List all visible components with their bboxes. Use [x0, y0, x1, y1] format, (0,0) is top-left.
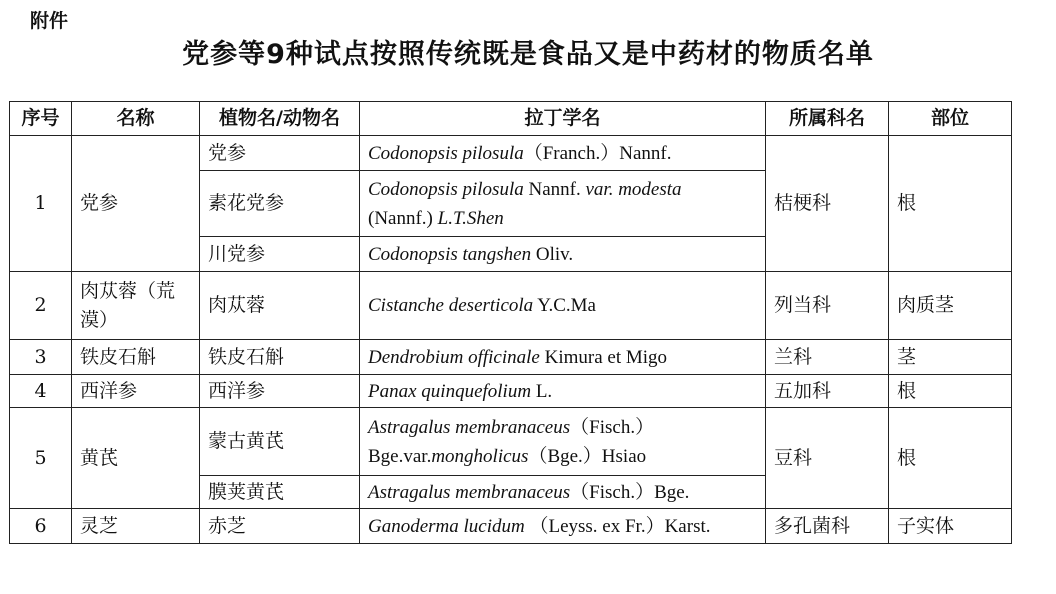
cell-no: 5: [10, 408, 72, 509]
latin-genus-species: Panax quinquefolium: [368, 380, 532, 402]
cell-latin: [360, 272, 766, 340]
latin-author-italic: L.T.Shen: [437, 207, 504, 229]
cell-family: 五加科: [766, 375, 889, 408]
header-name: 名称: [72, 102, 200, 136]
table-header-row: [10, 102, 1012, 136]
cell-plant: 西洋参: [200, 375, 360, 408]
latin-author: (Nannf.): [368, 207, 438, 229]
document-title: 党参等9种试点按照传统既是食品又是中药材的物质名单: [182, 39, 874, 70]
latin-genus-species: Astragalus membranaceus: [368, 416, 571, 438]
latin-variety: mongholicus: [431, 445, 529, 467]
cell-plant: 赤芝: [200, 509, 360, 544]
cell-latin: [360, 340, 766, 375]
cell-plant: 蒙古黄芪: [200, 408, 360, 476]
cell-part: 子实体: [889, 509, 1012, 544]
cell-no: 6: [10, 509, 72, 544]
cell-no: 2: [10, 272, 72, 340]
table-row: [10, 375, 1012, 408]
cell-family: 豆科: [766, 408, 889, 509]
table-row: [10, 340, 1012, 375]
substance-table: [9, 101, 1012, 544]
latin-genus-species: Codonopsis pilosula: [368, 142, 524, 164]
cell-family: 列当科: [766, 272, 889, 340]
cell-no: 4: [10, 375, 72, 408]
cell-no: 1: [10, 136, 72, 272]
header-no: 序号: [10, 102, 72, 136]
cell-name: 灵芝: [72, 509, 200, 544]
header-family: 所属科名: [766, 102, 889, 136]
cell-latin: [360, 237, 766, 272]
cell-plant: 膜荚黄芪: [200, 476, 360, 509]
cell-part: 根: [889, 408, 1012, 509]
cell-latin: [360, 408, 766, 476]
latin-author: （Leyss. ex Fr.）Karst.: [524, 515, 711, 537]
latin-genus-species: Astragalus membranaceus: [368, 481, 571, 503]
latin-author: Nannf.: [523, 178, 586, 200]
cell-plant: 铁皮石斛: [200, 340, 360, 375]
latin-author: （Fisch.）: [570, 416, 655, 438]
cell-family: 多孔菌科: [766, 509, 889, 544]
cell-name: 肉苁蓉（荒漠）: [72, 272, 200, 340]
cell-name: 党参: [72, 136, 200, 272]
cell-latin: [360, 476, 766, 509]
cell-plant: 素花党参: [200, 171, 360, 237]
cell-latin: [360, 509, 766, 544]
cell-plant: 肉苁蓉: [200, 272, 360, 340]
table-row: [10, 408, 1012, 476]
cell-plant: 川党参: [200, 237, 360, 272]
cell-plant: 党参: [200, 136, 360, 171]
cell-part: 根: [889, 136, 1012, 272]
cell-name: 黄芪: [72, 408, 200, 509]
latin-genus-species: Codonopsis tangshen: [368, 243, 532, 265]
cell-no: 3: [10, 340, 72, 375]
cell-part: 肉质茎: [889, 272, 1012, 340]
latin-genus-species: Dendrobium officinale: [368, 346, 540, 368]
cell-name: 西洋参: [72, 375, 200, 408]
cell-latin: [360, 171, 766, 237]
table-row: [10, 509, 1012, 544]
latin-author: L.: [531, 380, 553, 402]
latin-author: Kimura et Migo: [539, 346, 668, 368]
latin-author: （Franch.）Nannf.: [523, 142, 672, 164]
latin-author: Bge.var.: [368, 445, 432, 467]
cell-latin: [360, 136, 766, 171]
latin-genus-species: Codonopsis pilosula: [368, 178, 524, 200]
cell-family: 桔梗科: [766, 136, 889, 272]
latin-variety: var. modesta: [585, 178, 682, 200]
header-part: 部位: [889, 102, 1012, 136]
table-row: [10, 136, 1012, 171]
cell-part: 茎: [889, 340, 1012, 375]
header-latin: 拉丁学名: [360, 102, 766, 136]
table-row: [10, 272, 1012, 340]
latin-author: （Bge.）Hsiao: [528, 445, 647, 467]
annex-label: 附件: [30, 10, 69, 32]
latin-genus-species: Cistanche deserticola: [368, 295, 534, 316]
cell-latin: [360, 375, 766, 408]
cell-family: 兰科: [766, 340, 889, 375]
header-plant: 植物名/动物名: [200, 102, 360, 136]
cell-name: 铁皮石斛: [72, 340, 200, 375]
latin-author: Oliv.: [531, 243, 574, 265]
cell-part: 根: [889, 375, 1012, 408]
latin-author: Y.C.Ma: [533, 295, 596, 316]
latin-author: （Fisch.）Bge.: [570, 481, 690, 503]
latin-genus-species: Ganoderma lucidum: [368, 515, 525, 537]
